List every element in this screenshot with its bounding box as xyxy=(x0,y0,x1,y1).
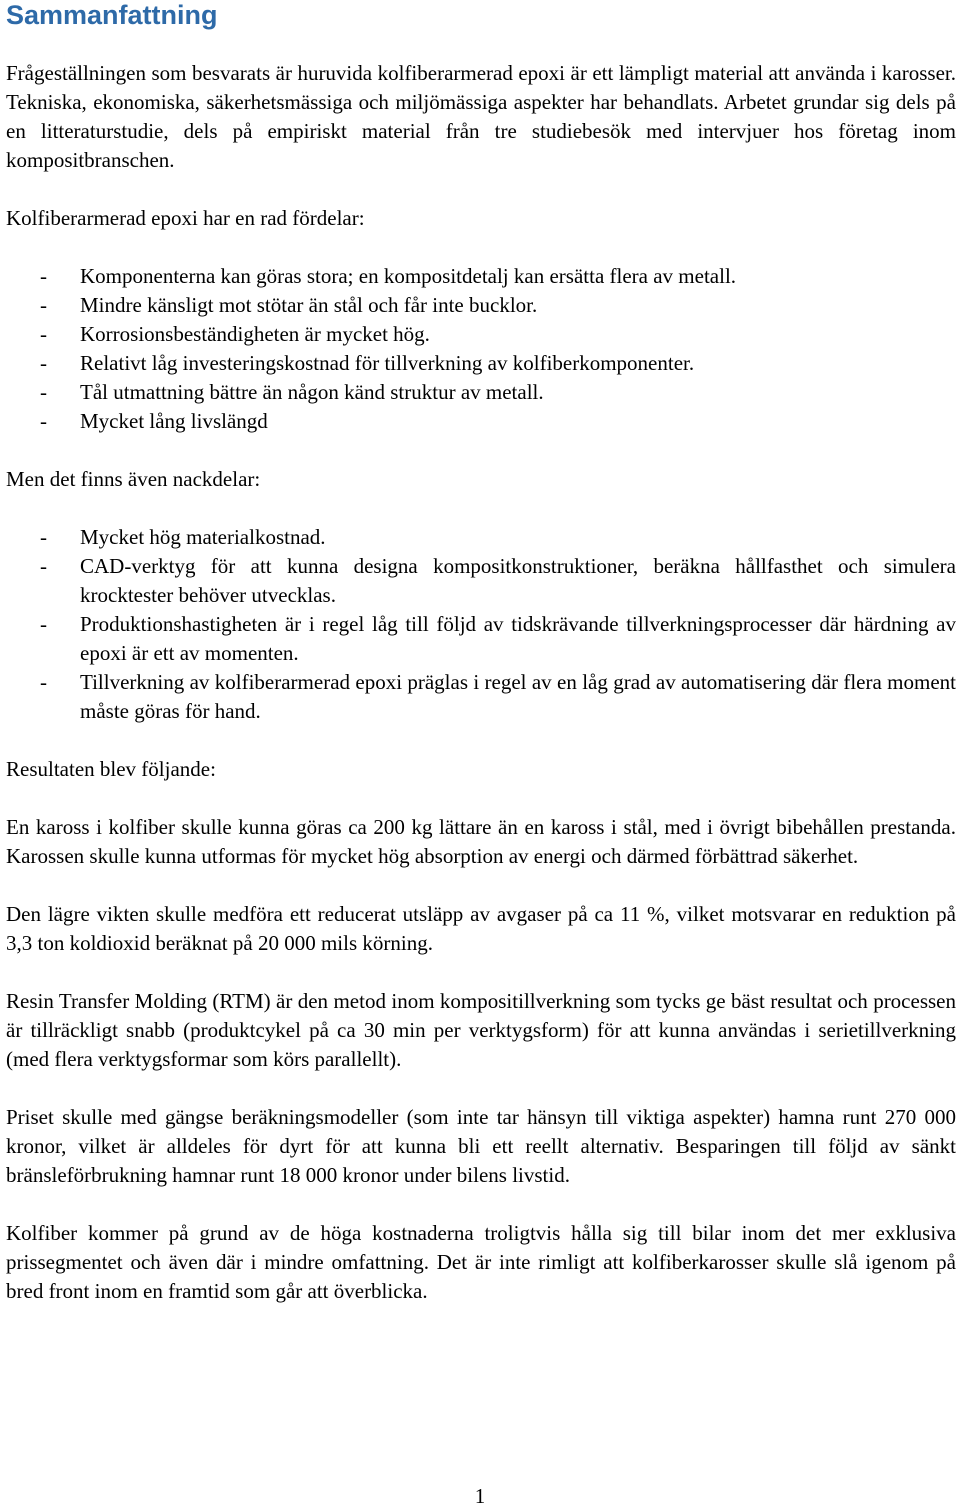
disadvantage-text: Tillverkning av kolfiberarmerad epoxi präglas i regel av en låg grad av automatisering där flera moment måste göras för hand. xyxy=(80,670,956,723)
dash-bullet: - xyxy=(40,380,47,404)
page-title: Sammanfattning xyxy=(6,0,218,30)
dash-bullet: - xyxy=(40,322,47,346)
dash-bullet: - xyxy=(40,264,47,288)
dash-bullet: - xyxy=(40,554,47,578)
result-paragraph-conclusion: Kolfiber kommer på grund av de höga kostnaderna troligtvis hålla sig till bilar inom det mer exklusiva prissegmentet och även där i mindre omfattning. Det är inte rimligt att kolfiberkarosser skulle slå igenom på bred front inom en framtid som går att överblicka. xyxy=(6,1221,956,1303)
list-item xyxy=(6,407,956,436)
intro-paragraph: Frågeställningen som besvarats är huruvida kolfiberarmerad epoxi är ett lämpligt material att använda i karosser. Tekniska, ekonomiska, säkerhetsmässiga och miljömässiga aspekter har behandlats. Arbetet grundar sig dels på en litteraturstudie, dels på empiriskt material från tre studiebesök med intervjuer hos företag inom kompositbranschen. xyxy=(6,61,956,172)
disadvantage-text: CAD-verktyg för att kunna designa kompositkonstruktioner, beräkna hållfasthet och simulera krocktester behöver utvecklas. xyxy=(80,554,956,607)
dash-bullet: - xyxy=(40,351,47,375)
disadvantage-text: Mycket hög materialkostnad. xyxy=(80,525,326,549)
advantages-list xyxy=(6,262,956,436)
advantage-text: Tål utmattning bättre än någon känd struktur av metall. xyxy=(80,380,544,404)
dash-bullet: - xyxy=(40,293,47,317)
disadvantage-text: Produktionshastigheten är i regel låg till följd av tidskrävande tillverkningsprocesser där härdning av epoxi är ett av momenten. xyxy=(80,612,956,665)
list-item xyxy=(6,262,956,291)
list-item xyxy=(6,291,956,320)
disadvantages-heading: Men det finns även nackdelar: xyxy=(6,467,261,491)
result-paragraph-weight: En kaross i kolfiber skulle kunna göras ca 200 kg lättare än en kaross i stål, med i övrigt bibehållen prestanda. Karossen skulle kunna utformas för mycket hög absorption av energi och därmed förbättrad säkerhet. xyxy=(6,815,956,868)
list-item xyxy=(6,552,956,610)
page-number: 1 xyxy=(474,1484,486,1508)
list-item xyxy=(6,668,956,726)
list-item xyxy=(6,320,956,349)
disadvantages-list xyxy=(6,523,956,726)
advantage-text: Komponenterna kan göras stora; en kompositdetalj kan ersätta flera av metall. xyxy=(80,264,737,288)
advantage-text: Relativt låg investeringskostnad för tillverkning av kolfiberkomponenter. xyxy=(80,351,695,375)
advantages-heading: Kolfiberarmerad epoxi har en rad fördelar: xyxy=(6,206,365,230)
dash-bullet: - xyxy=(40,525,47,549)
dash-bullet: - xyxy=(40,670,47,694)
document-page xyxy=(6,0,956,1306)
result-paragraph-emissions: Den lägre vikten skulle medföra ett reducerat utsläpp av avgaser på ca 11 %, vilket motsvarar en reduktion på 3,3 ton koldioxid beräknat på 20 000 mils körning. xyxy=(6,902,956,955)
list-item xyxy=(6,610,956,668)
advantage-text: Korrosionsbeständigheten är mycket hög. xyxy=(80,322,430,346)
list-item xyxy=(6,378,956,407)
dash-bullet: - xyxy=(40,409,47,433)
result-paragraph-price: Priset skulle med gängse beräkningsmodeller (som inte tar hänsyn till viktiga aspekter) hamna runt 270 000 kronor, vilket är alldeles för dyrt för att kunna bli ett reellt alternativ. Besparingen till följd av sänkt bränsleförbrukning hamnar runt 18 000 kronor under bilens livstid. xyxy=(6,1105,956,1187)
advantage-text: Mycket lång livslängd xyxy=(80,409,268,433)
results-heading: Resultaten blev följande: xyxy=(6,757,216,781)
list-item xyxy=(6,523,956,552)
result-paragraph-rtm: Resin Transfer Molding (RTM) är den metod inom kompositillverkning som tycks ge bäst resultat och processen är tillräckligt snabb (produktcykel på ca 30 min per verktygsform) för att kunna användas i serietillverkning (med flera verktygsformar som körs parallellt). xyxy=(6,989,956,1071)
dash-bullet: - xyxy=(40,612,47,636)
advantage-text: Mindre känsligt mot stötar än stål och får inte bucklor. xyxy=(80,293,538,317)
list-item xyxy=(6,349,956,378)
